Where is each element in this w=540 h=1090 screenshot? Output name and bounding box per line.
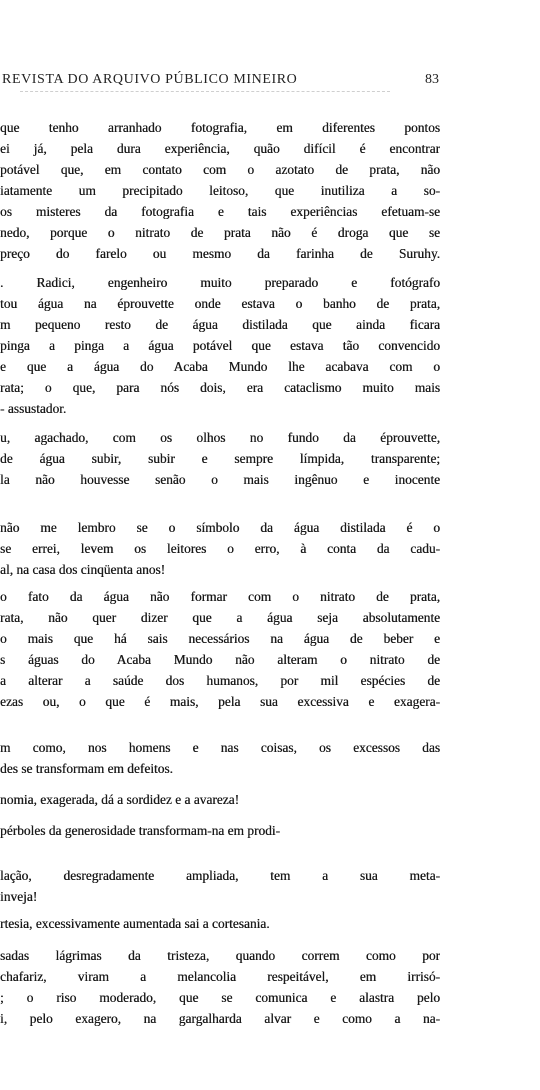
text-line: rata, não quer dizer que a água seja absolutamente xyxy=(0,610,440,625)
text-line: nedo, porque o nitrato de prata não é droga que se xyxy=(0,225,440,240)
text-line: iatamente um precipitado leitoso, que inutiliza a so- xyxy=(0,183,440,198)
text-line: m pequeno resto de água distilada que ainda ficara xyxy=(0,317,440,332)
text-line: e que a água do Acaba Mundo lhe acabava com o xyxy=(0,359,440,374)
text-line: ; o riso moderado, que se comunica e alastra pelo xyxy=(0,990,440,1005)
text-line: de água subir, subir e sempre límpida, transparente; xyxy=(0,451,440,466)
text-line: os misteres da fotografia e tais experiências efetuam-se xyxy=(0,204,440,219)
text-line: nomia, exagerada, dá a sordidez e a avareza! xyxy=(0,792,240,807)
text-line: - assustador. xyxy=(0,401,67,416)
page-number: 83 xyxy=(425,72,439,87)
text-line: rtesia, excessivamente aumentada sai a cortesania. xyxy=(0,916,270,931)
text-line: não me lembro se o símbolo da água distilada é o xyxy=(0,520,440,535)
text-line: la não houvesse senão o mais ingênuo e inocente xyxy=(0,472,440,487)
text-line: pinga a pinga a água potável que estava tão convencido xyxy=(0,338,440,353)
text-line: tou água na éprouvette onde estava o banho de prata, xyxy=(0,296,440,311)
text-line: rata; o que, para nós dois, era cataclismo muito mais xyxy=(0,380,440,395)
text-line: ezas ou, o que é mais, pela sua excessiva e exagera- xyxy=(0,694,440,709)
text-line: lação, desregradamente ampliada, tem a sua meta- xyxy=(0,868,440,883)
text-line: i, pelo exagero, na gargalharda alvar e como a na- xyxy=(0,1011,440,1026)
text-line: inveja! xyxy=(0,889,38,904)
text-line: . Radici, engenheiro muito preparado e fotógrafo xyxy=(0,275,440,290)
text-line: chafariz, viram a melancolia respeitável, em irrisó- xyxy=(0,969,440,984)
text-line: o mais que há sais necessários na água de beber e xyxy=(0,631,440,646)
text-line: a alterar a saúde dos humanos, por mil espécies de xyxy=(0,673,440,688)
text-line: al, na casa dos cinqüenta anos! xyxy=(0,562,166,577)
text-line: potável que, em contato com o azotato de prata, não xyxy=(0,162,440,177)
text-line: s águas do Acaba Mundo não alteram o nitrato de xyxy=(0,652,440,667)
text-line: o fato da água não formar com o nitrato de prata, xyxy=(0,589,440,604)
text-line: pérboles da generosidade transformam-na em prodi- xyxy=(0,823,280,838)
text-line: ei já, pela dura experiência, quão difícil é encontrar xyxy=(0,141,440,156)
text-line: preço do farelo ou mesmo da farinha de Suruhy. xyxy=(0,246,440,261)
text-line: des se transformam em defeitos. xyxy=(0,761,173,776)
text-line: que tenho arranhado fotografia, em diferentes pontos xyxy=(0,120,440,135)
text-line: m como, nos homens e nas coisas, os excessos das xyxy=(0,740,440,755)
text-line: se errei, levem os leitores o erro, à conta da cadu- xyxy=(0,541,440,556)
journal-title: REVISTA DO ARQUIVO PÚBLICO MINEIRO xyxy=(2,72,298,87)
text-line: u, agachado, com os olhos no fundo da éprouvette, xyxy=(0,430,440,445)
text-line: sadas lágrimas da tristeza, quando correm como por xyxy=(0,948,440,963)
